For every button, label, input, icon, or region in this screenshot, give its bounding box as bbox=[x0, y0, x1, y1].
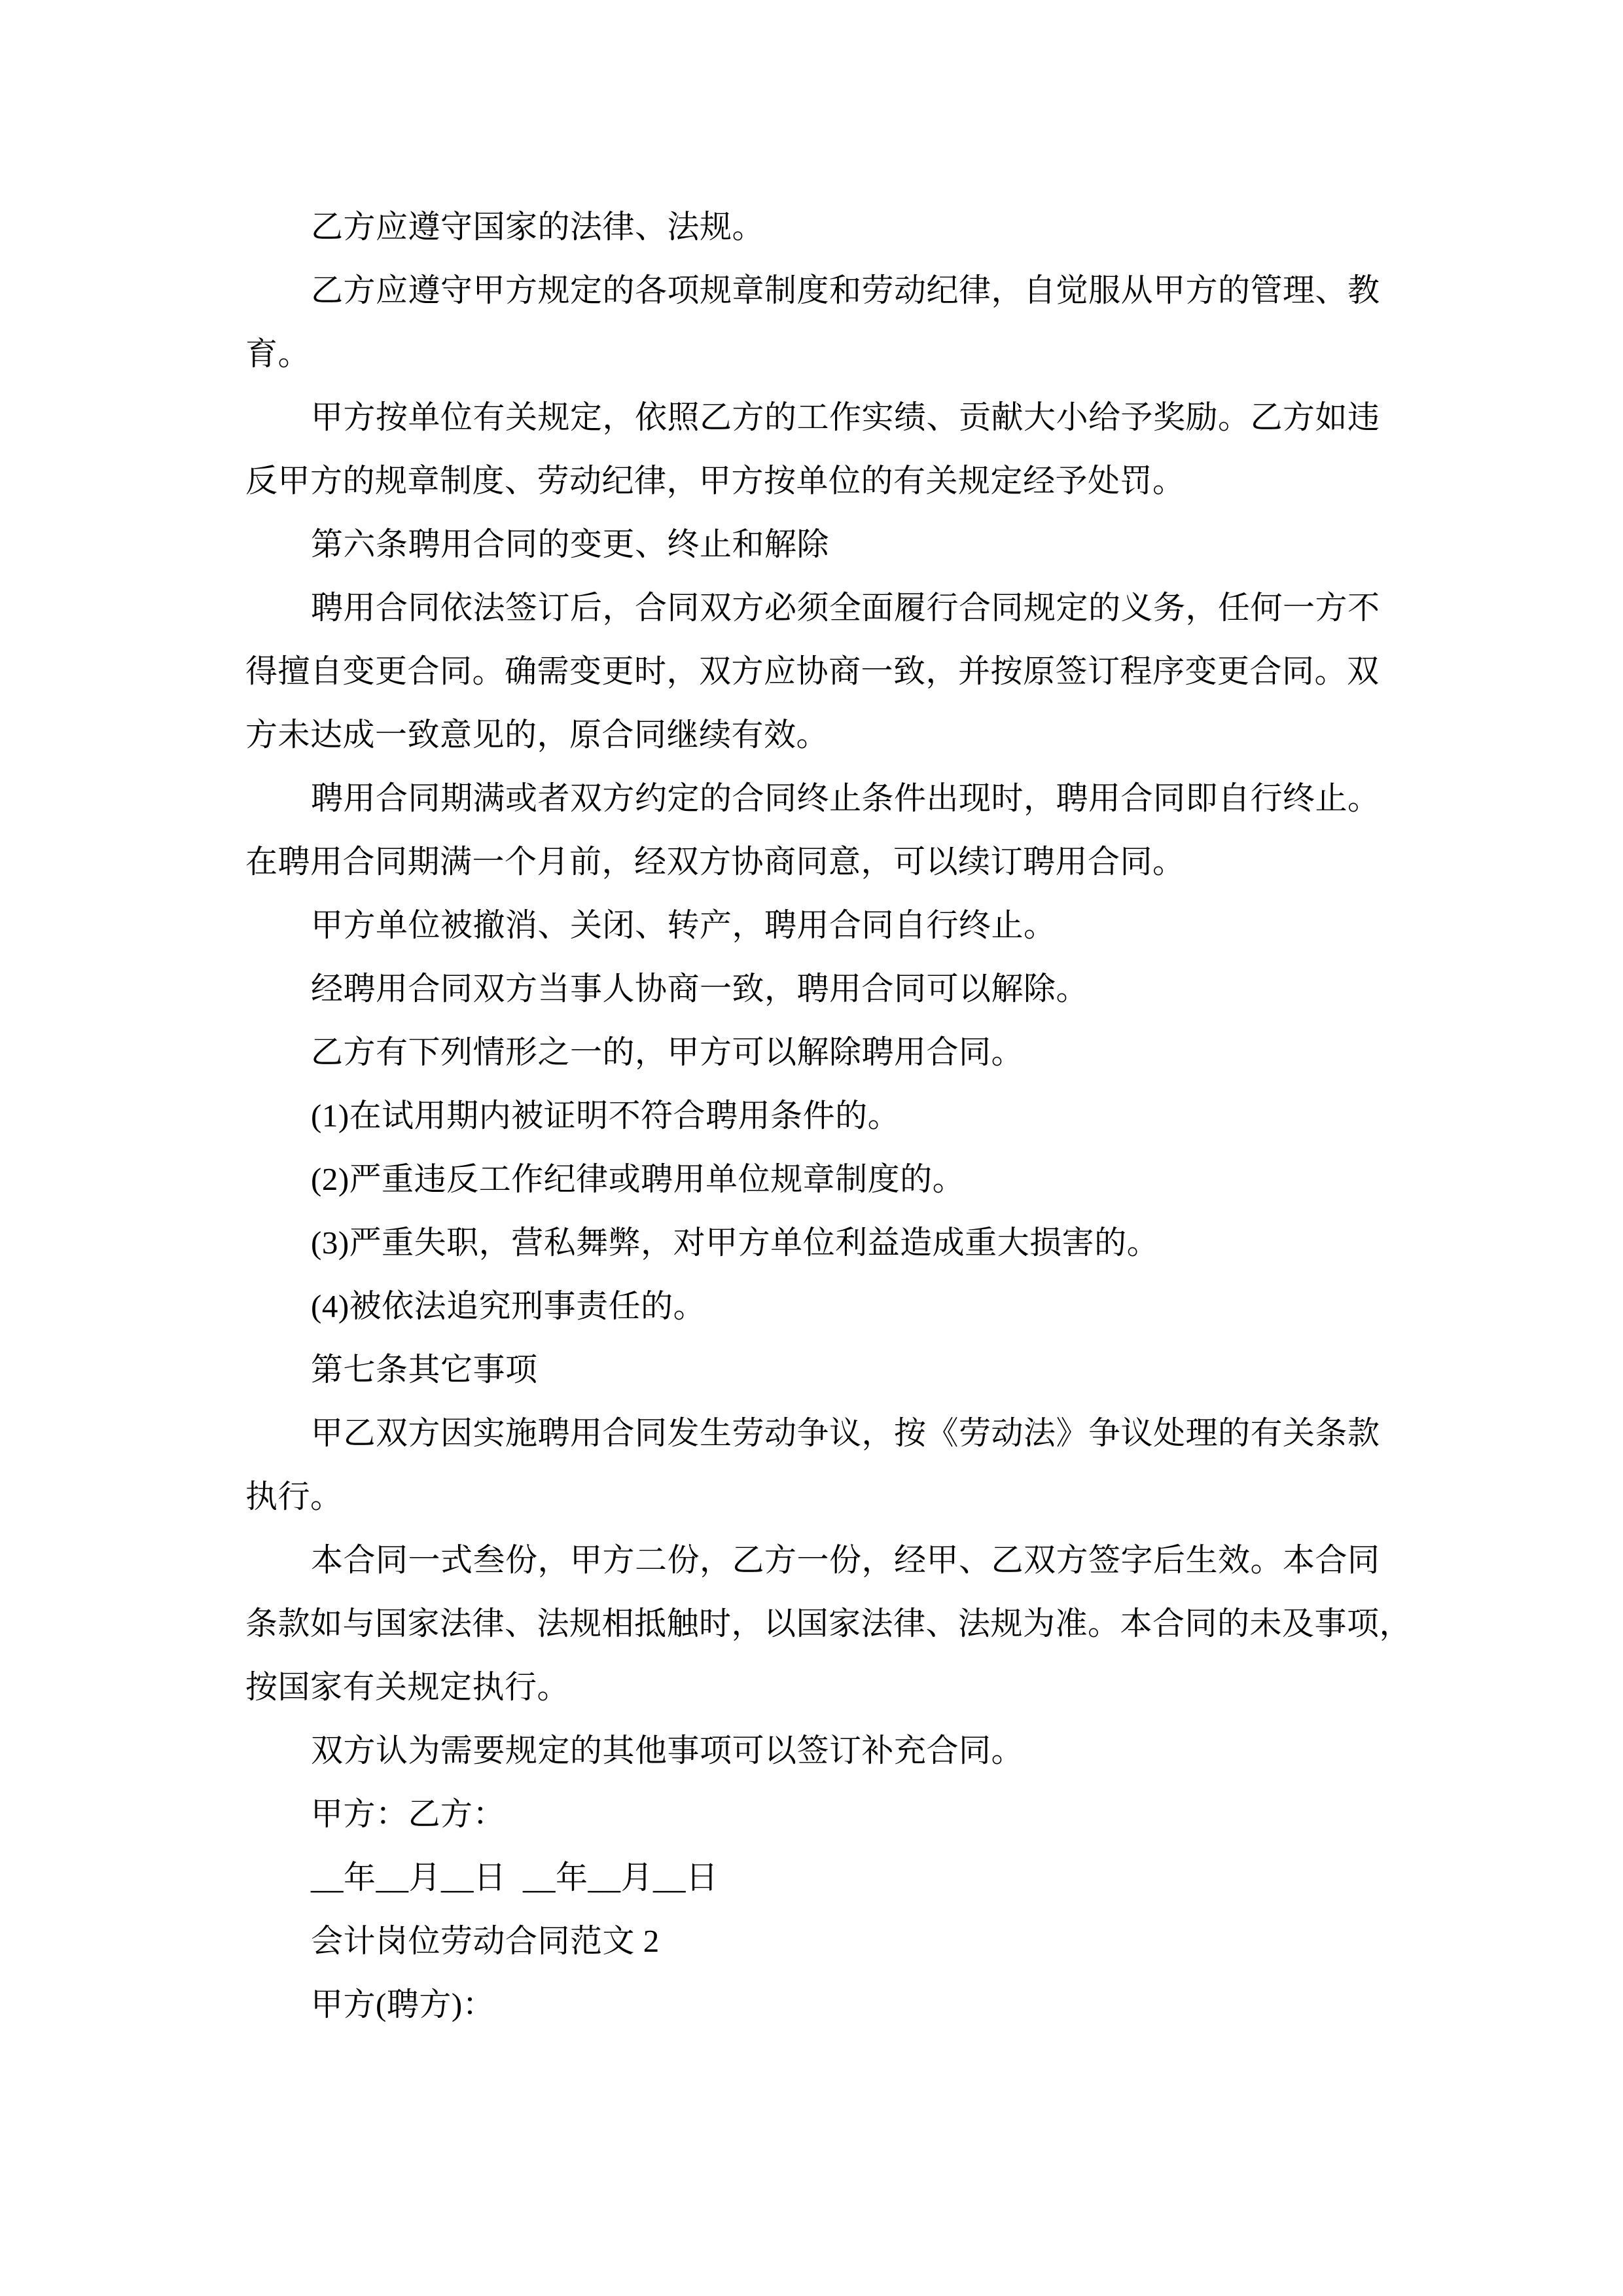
text-line: 双方认为需要规定的其他事项可以签订补充合同。 bbox=[311, 1732, 1024, 1768]
contract-text bbox=[245, 195, 1412, 2036]
text-line: 甲方(聘方)： bbox=[311, 1986, 495, 2022]
text-line: 乙方有下列情形之一的，甲方可以解除聘用合同。 bbox=[311, 1034, 1024, 1070]
text-line: 甲方单位被撤消、关闭、转产，聘用合同自行终止。 bbox=[311, 907, 1056, 943]
text-line: 第六条聘用合同的变更、终止和解除 bbox=[311, 526, 830, 562]
text-line: 聘用合同期满或者双方约定的合同终止条件出现时，聘用合同即自行终止。 bbox=[311, 780, 1380, 816]
text-line: (3)严重失职，营私舞弊，对甲方单位利益造成重大损害的。 bbox=[311, 1225, 1160, 1261]
text-line: 会计岗位劳动合同范文 2 bbox=[311, 1923, 660, 1959]
text-line: 甲方按单位有关规定，依照乙方的工作实绩、贡献大小给予奖励。乙方如违 bbox=[311, 399, 1380, 435]
text-line: 在聘用合同期满一个月前，经双方协商同意，可以续订聘用合同。 bbox=[245, 844, 1185, 880]
text-line: 甲乙双方因实施聘用合同发生劳动争议，按《劳动法》争议处理的有关条款 bbox=[311, 1415, 1380, 1451]
text-line: (1)在试用期内被证明不符合聘用条件的。 bbox=[311, 1098, 901, 1134]
text-line: 方未达成一致意见的，原合同继续有效。 bbox=[245, 717, 829, 753]
text-line: __年__月__日 __年__月__日 bbox=[311, 1859, 719, 1895]
text-line: 育。 bbox=[245, 336, 311, 372]
text-line: 条款如与国家法律、法规相抵触时，以国家法律、法规为准。本合同的未及事项， bbox=[245, 1605, 1412, 1641]
text-line: 执行。 bbox=[245, 1479, 343, 1515]
text-line: 本合同一式叁份，甲方二份，乙方一份，经甲、乙双方签字后生效。本合同 bbox=[311, 1542, 1380, 1578]
text-line: 第七条其它事项 bbox=[311, 1352, 538, 1388]
text-line: 聘用合同依法签订后，合同双方必须全面履行合同规定的义务，任何一方不 bbox=[311, 590, 1380, 626]
text-line: 乙方应遵守国家的法律、法规。 bbox=[311, 209, 765, 245]
text-line: (4)被依法追究刑事责任的。 bbox=[311, 1288, 706, 1324]
text-line: 按国家有关规定执行。 bbox=[245, 1669, 570, 1705]
text-line: 经聘用合同双方当事人协商一致，聘用合同可以解除。 bbox=[311, 971, 1089, 1007]
text-line: (2)严重违反工作纪律或聘用单位规章制度的。 bbox=[311, 1161, 965, 1197]
text-line: 反甲方的规章制度、劳动纪律，甲方按单位的有关规定经予处罚。 bbox=[245, 463, 1185, 499]
text-line: 甲方：乙方： bbox=[311, 1796, 506, 1832]
text-line: 乙方应遵守甲方规定的各项规章制度和劳动纪律，自觉服从甲方的管理、教 bbox=[311, 272, 1380, 308]
text-line: 得擅自变更合同。确需变更时，双方应协商一致，并按原签订程序变更合同。双 bbox=[245, 653, 1380, 689]
